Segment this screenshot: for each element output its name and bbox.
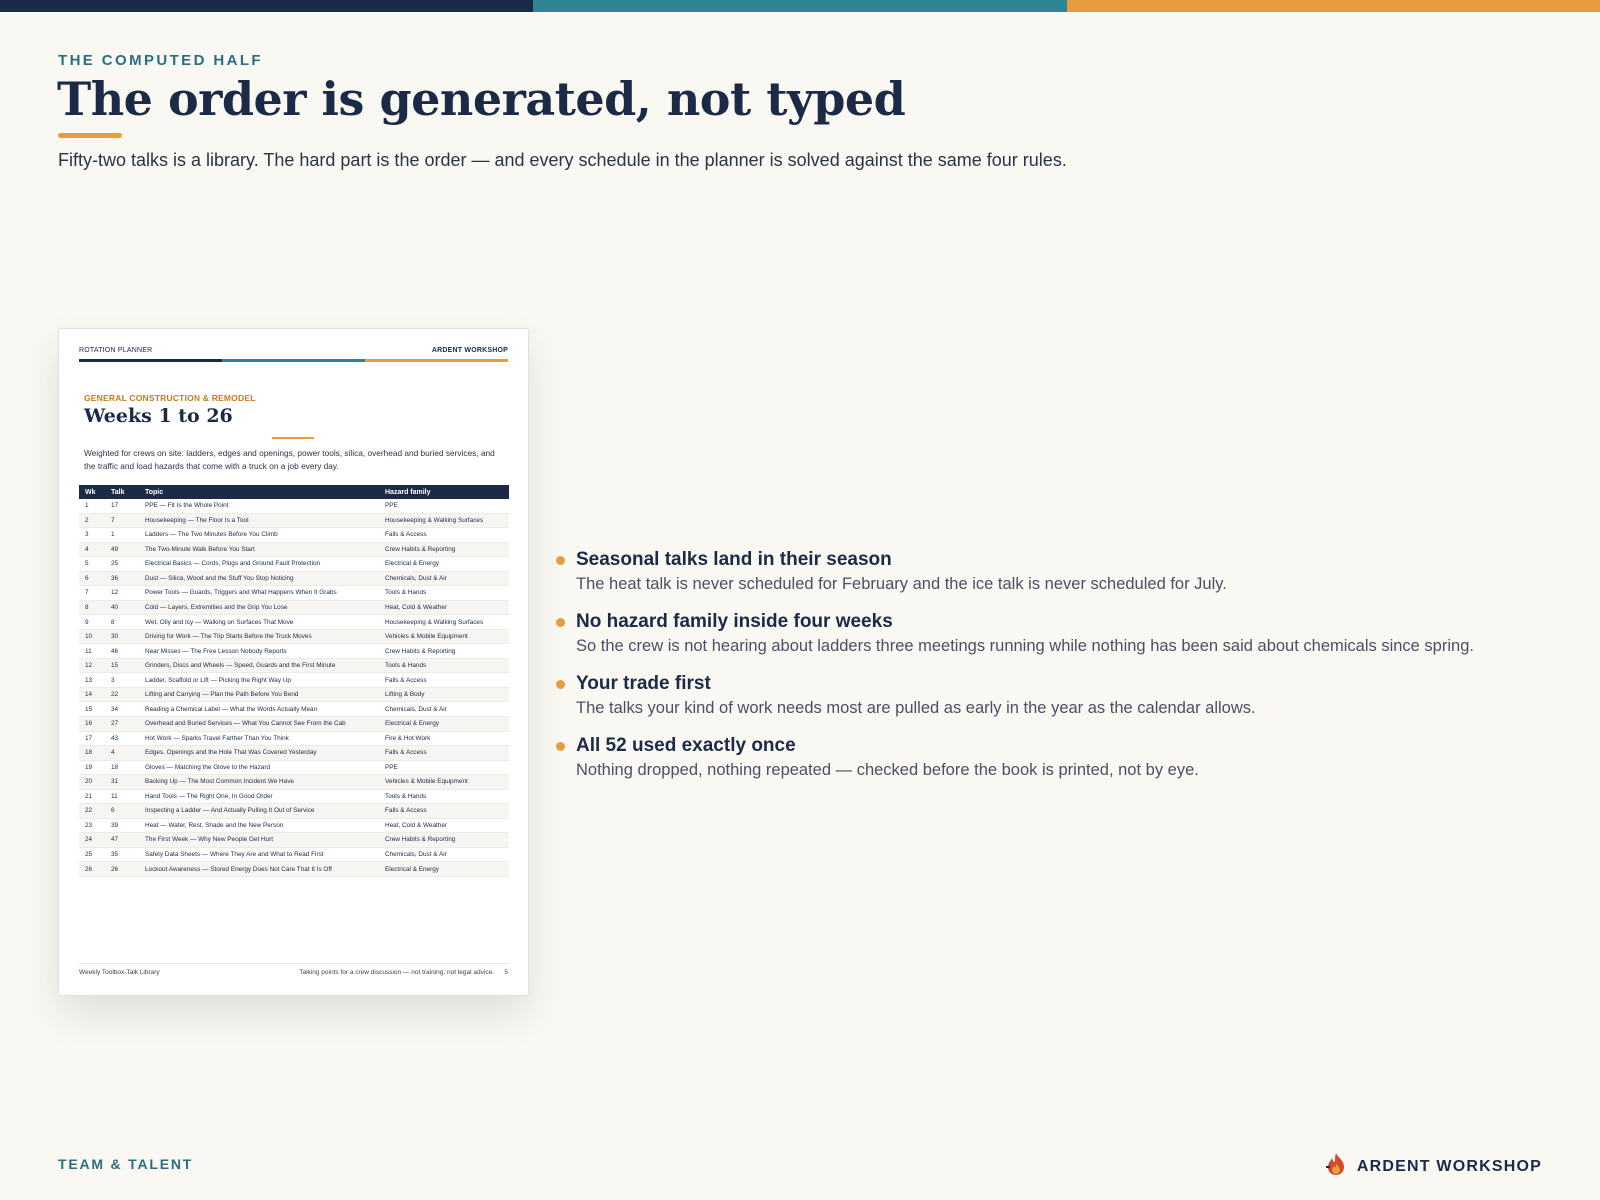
cell-week: 14 xyxy=(79,687,105,702)
rule-title: No hazard family inside four weeks xyxy=(576,611,893,632)
doc-stripe-navy xyxy=(79,359,222,362)
cell-talk-number: 40 xyxy=(105,600,139,615)
cell-talk-number: 26 xyxy=(105,862,139,877)
cell-topic: Inspecting a Ladder — And Actually Pulling It Out of Service xyxy=(139,804,379,819)
cell-week: 13 xyxy=(79,673,105,688)
cell-talk-number: 36 xyxy=(105,571,139,586)
page-title: The order is generated, not typed xyxy=(57,72,906,126)
cell-week: 5 xyxy=(79,557,105,572)
cell-hazard-family: Tools & Hands xyxy=(379,586,509,601)
cell-week: 21 xyxy=(79,789,105,804)
table-row xyxy=(79,499,509,513)
doc-eyebrow: GENERAL CONSTRUCTION & REMODEL xyxy=(84,393,256,403)
rule-item xyxy=(556,548,1566,595)
table-row xyxy=(79,528,509,543)
table-row xyxy=(79,600,509,615)
page-lede: Fifty-two talks is a library. The hard part is the order — and every schedule in the planner is solved against the same four rules. xyxy=(58,150,1067,170)
doc-page-number: 5 xyxy=(504,969,508,976)
cell-hazard-family: Tools & Hands xyxy=(379,658,509,673)
cell-hazard-family: Chemicals, Dust & Air xyxy=(379,847,509,862)
cell-hazard-family: PPE xyxy=(379,760,509,775)
table-row xyxy=(79,687,509,702)
cell-talk-number: 34 xyxy=(105,702,139,717)
table-row xyxy=(79,818,509,833)
table-row xyxy=(79,789,509,804)
cell-week: 25 xyxy=(79,847,105,862)
cell-topic: Power Tools — Guards, Triggers and What Happens When It Grabs xyxy=(139,586,379,601)
doc-title: Weeks 1 to 26 xyxy=(84,405,233,427)
cell-topic: Overhead and Buried Services — What You Cannot See From the Cab xyxy=(139,716,379,731)
cell-week: 23 xyxy=(79,818,105,833)
bullet-dot-icon xyxy=(556,680,565,689)
cell-talk-number: 27 xyxy=(105,716,139,731)
rule-title: Seasonal talks land in their season xyxy=(576,549,892,570)
cell-week: 3 xyxy=(79,528,105,543)
cell-hazard-family: Crew Habits & Reporting xyxy=(379,542,509,557)
cell-week: 4 xyxy=(79,542,105,557)
rotation-planner-page-preview xyxy=(58,328,529,996)
top-color-bar xyxy=(0,0,1600,12)
cell-week: 10 xyxy=(79,629,105,644)
doc-header xyxy=(79,347,508,355)
rule-description: So the crew is not hearing about ladders three meetings running while nothing has been said about chemicals since spring. xyxy=(576,637,1474,655)
column-header-talk: Talk xyxy=(105,485,139,499)
table-row xyxy=(79,862,509,877)
cell-talk-number: 25 xyxy=(105,557,139,572)
cell-hazard-family: Tools & Hands xyxy=(379,789,509,804)
section-eyebrow: THE COMPUTED HALF xyxy=(58,52,263,69)
cell-hazard-family: Crew Habits & Reporting xyxy=(379,644,509,659)
table-row xyxy=(79,542,509,557)
cell-topic: Gloves — Matching the Glove to the Hazard xyxy=(139,760,379,775)
cell-talk-number: 1 xyxy=(105,528,139,543)
cell-talk-number: 39 xyxy=(105,818,139,833)
cell-hazard-family: Electrical & Energy xyxy=(379,557,509,572)
column-header-topic: Topic xyxy=(139,485,379,499)
cell-week: 22 xyxy=(79,804,105,819)
table-row xyxy=(79,847,509,862)
cell-week: 18 xyxy=(79,746,105,761)
cell-talk-number: 47 xyxy=(105,833,139,848)
cell-week: 19 xyxy=(79,760,105,775)
cell-hazard-family: Heat, Cold & Weather xyxy=(379,818,509,833)
cell-talk-number: 3 xyxy=(105,673,139,688)
title-underline xyxy=(58,133,122,138)
cell-hazard-family: Vehicles & Mobile Equipment xyxy=(379,629,509,644)
cell-topic: Lifting and Carrying — Plan the Path Before You Bend xyxy=(139,687,379,702)
cell-talk-number: 12 xyxy=(105,586,139,601)
cell-week: 26 xyxy=(79,862,105,877)
cell-week: 17 xyxy=(79,731,105,746)
doc-title-rule xyxy=(272,437,314,439)
table-row xyxy=(79,760,509,775)
cell-hazard-family: Lifting & Body xyxy=(379,687,509,702)
cell-topic: Edges, Openings and the Hole That Was Covered Yesterday xyxy=(139,746,379,761)
table-row xyxy=(79,702,509,717)
doc-header-left: ROTATION PLANNER xyxy=(79,347,153,354)
footer-brand xyxy=(1325,1152,1542,1181)
cell-hazard-family: Falls & Access xyxy=(379,804,509,819)
cell-talk-number: 7 xyxy=(105,513,139,528)
top-bar-navy-segment xyxy=(0,0,533,12)
cell-talk-number: 11 xyxy=(105,789,139,804)
doc-header-right: ARDENT WORKSHOP xyxy=(431,347,508,354)
cell-hazard-family: Falls & Access xyxy=(379,746,509,761)
cell-topic: Dust — Silica, Wood and the Stuff You Stop Noticing xyxy=(139,571,379,586)
cell-week: 15 xyxy=(79,702,105,717)
cell-week: 24 xyxy=(79,833,105,848)
cell-week: 7 xyxy=(79,586,105,601)
cell-hazard-family: Fire & Hot Work xyxy=(379,731,509,746)
cell-week: 6 xyxy=(79,571,105,586)
table-row xyxy=(79,804,509,819)
cell-hazard-family: Crew Habits & Reporting xyxy=(379,833,509,848)
cell-topic: Near Misses — The Free Lesson Nobody Reports xyxy=(139,644,379,659)
cell-topic: Reading a Chemical Label — What the Words Actually Mean xyxy=(139,702,379,717)
doc-stripe-teal xyxy=(222,359,365,362)
cell-hazard-family: Electrical & Energy xyxy=(379,716,509,731)
cell-talk-number: 30 xyxy=(105,629,139,644)
rule-description: The talks your kind of work needs most are pulled as early in the year as the calendar allows. xyxy=(576,699,1256,717)
cell-week: 11 xyxy=(79,644,105,659)
cell-topic: Hot Work — Sparks Travel Farther Than You Think xyxy=(139,731,379,746)
table-header-row xyxy=(79,485,509,499)
cell-topic: Housekeeping — The Floor Is a Tool xyxy=(139,513,379,528)
cell-hazard-family: Falls & Access xyxy=(379,528,509,543)
rotation-table xyxy=(79,485,509,877)
cell-hazard-family: Falls & Access xyxy=(379,673,509,688)
cell-topic: PPE — Fit Is the Whole Point xyxy=(139,499,379,513)
table-row xyxy=(79,513,509,528)
bullet-dot-icon xyxy=(556,742,565,751)
table-row xyxy=(79,833,509,848)
table-row xyxy=(79,629,509,644)
bullet-dot-icon xyxy=(556,556,565,565)
cell-week: 12 xyxy=(79,658,105,673)
cell-topic: Cold — Layers, Extremities and the Grip You Lose xyxy=(139,600,379,615)
cell-talk-number: 6 xyxy=(105,804,139,819)
cell-talk-number: 43 xyxy=(105,731,139,746)
table-row xyxy=(79,557,509,572)
cell-topic: Backing Up — The Most Common Incident We Have xyxy=(139,775,379,790)
cell-hazard-family: Heat, Cold & Weather xyxy=(379,600,509,615)
rule-title: All 52 used exactly once xyxy=(576,735,796,756)
cell-week: 16 xyxy=(79,716,105,731)
cell-talk-number: 49 xyxy=(105,542,139,557)
cell-topic: Ladder, Scaffold or Lift — Picking the Right Way Up xyxy=(139,673,379,688)
cell-talk-number: 35 xyxy=(105,847,139,862)
table-row xyxy=(79,746,509,761)
cell-topic: Safety Data Sheets — Where They Are and What to Read First xyxy=(139,847,379,862)
cell-topic: Electrical Basics — Cords, Plugs and Ground Fault Protection xyxy=(139,557,379,572)
doc-footer-disclaimer: Talking points for a crew discussion — not training, not legal advice. xyxy=(299,969,494,976)
cell-hazard-family: Electrical & Energy xyxy=(379,862,509,877)
footer-section-label: TEAM & TALENT xyxy=(58,1156,194,1172)
cell-talk-number: 17 xyxy=(105,499,139,513)
cell-topic: Wet, Oily and Icy — Walking on Surfaces That Move xyxy=(139,615,379,630)
cell-hazard-family: Housekeeping & Walking Surfaces xyxy=(379,615,509,630)
table-row xyxy=(79,644,509,659)
doc-stripe-orange xyxy=(365,359,508,362)
top-bar-teal-segment xyxy=(533,0,1066,12)
column-header-hazard-family: Hazard family xyxy=(379,485,509,499)
doc-intro: Weighted for crews on site: ladders, edges and openings, power tools, silica, overhead and buried services, and the traffic and load hazards that come with a truck on a job every day. xyxy=(84,448,495,471)
cell-topic: The First Week — Why New People Get Hurt xyxy=(139,833,379,848)
table-row xyxy=(79,571,509,586)
cell-hazard-family: Vehicles & Mobile Equipment xyxy=(379,775,509,790)
footer-brand-name: ARDENT WORKSHOP xyxy=(1356,1157,1542,1175)
cell-talk-number: 18 xyxy=(105,760,139,775)
cell-hazard-family: Housekeeping & Walking Surfaces xyxy=(379,513,509,528)
rule-item xyxy=(556,734,1566,781)
cell-topic: Grinders, Discs and Wheels — Speed, Guards and the First Minute xyxy=(139,658,379,673)
rule-item xyxy=(556,610,1566,657)
cell-week: 1 xyxy=(79,499,105,513)
cell-talk-number: 4 xyxy=(105,746,139,761)
cell-topic: Hand Tools — The Right One, In Good Order xyxy=(139,789,379,804)
cell-week: 20 xyxy=(79,775,105,790)
bullet-dot-icon xyxy=(556,618,565,627)
flame-logo-icon xyxy=(1325,1152,1347,1181)
rule-title: Your trade first xyxy=(576,673,711,694)
table-row xyxy=(79,731,509,746)
doc-footer-left: Weekly Toolbox-Talk Library xyxy=(79,969,160,976)
rotation-table-body xyxy=(79,499,509,876)
table-row xyxy=(79,716,509,731)
cell-week: 9 xyxy=(79,615,105,630)
cell-week: 2 xyxy=(79,513,105,528)
table-row xyxy=(79,658,509,673)
doc-color-stripe xyxy=(79,359,508,362)
top-bar-orange-segment xyxy=(1067,0,1600,12)
table-row xyxy=(79,775,509,790)
cell-topic: Heat — Water, Rest, Shade and the New Person xyxy=(139,818,379,833)
cell-topic: Lockout Awareness — Stored Energy Does Not Care That It Is Off xyxy=(139,862,379,877)
cell-topic: The Two-Minute Walk Before You Start xyxy=(139,542,379,557)
cell-talk-number: 8 xyxy=(105,615,139,630)
cell-talk-number: 22 xyxy=(105,687,139,702)
rule-description: Nothing dropped, nothing repeated — checked before the book is printed, not by eye. xyxy=(576,761,1199,779)
cell-talk-number: 46 xyxy=(105,644,139,659)
column-header-wk: Wk xyxy=(79,485,105,499)
doc-footer-rule xyxy=(79,963,508,964)
table-row xyxy=(79,586,509,601)
cell-talk-number: 15 xyxy=(105,658,139,673)
cell-week: 8 xyxy=(79,600,105,615)
scheduling-rules-list xyxy=(556,548,1566,796)
table-row xyxy=(79,615,509,630)
cell-topic: Ladders — The Two Minutes Before You Climb xyxy=(139,528,379,543)
cell-hazard-family: Chemicals, Dust & Air xyxy=(379,571,509,586)
cell-topic: Driving for Work — The Trip Starts Before the Truck Moves xyxy=(139,629,379,644)
cell-talk-number: 31 xyxy=(105,775,139,790)
rule-item xyxy=(556,672,1566,719)
cell-hazard-family: Chemicals, Dust & Air xyxy=(379,702,509,717)
table-row xyxy=(79,673,509,688)
cell-hazard-family: PPE xyxy=(379,499,509,513)
rule-description: The heat talk is never scheduled for February and the ice talk is never scheduled for July. xyxy=(576,575,1227,593)
